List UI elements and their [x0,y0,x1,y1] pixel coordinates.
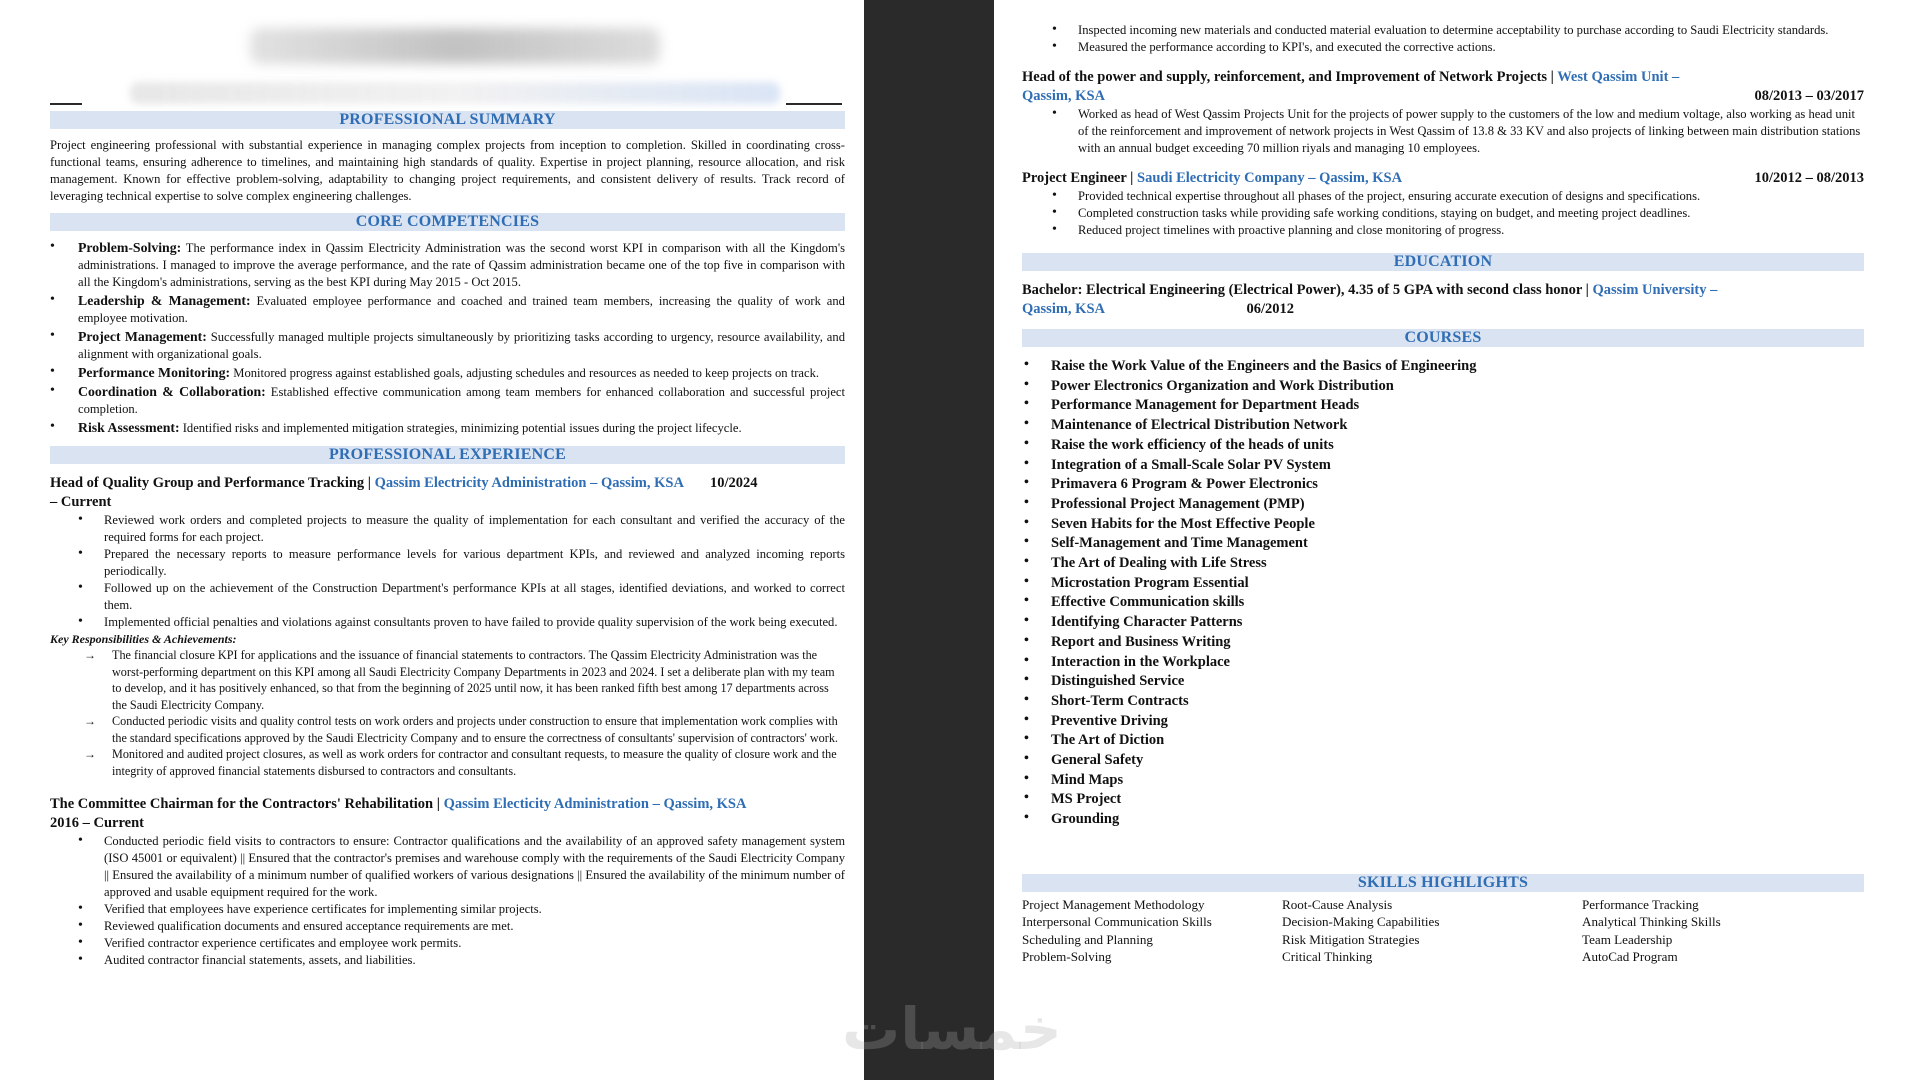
competency-item [50,419,845,437]
professional-experience-heading: PROFESSIONAL EXPERIENCE [50,446,845,464]
skill-item: Interpersonal Communication Skills [1022,914,1212,930]
course-item: • Professional Project Management (PMP) [1022,495,1864,515]
job-bullet: • Reviewed work orders and completed projects to measure the quality of implementation for each consultant and verified the accuracy of the required forms for each project. [50,512,845,546]
course-item: • Interaction in the Workplace [1022,653,1864,673]
skill-item: Project Management Methodology [1022,896,1205,912]
achievement-item [50,647,845,713]
job-header-committee-chairman [50,795,845,814]
course-item: • Report and Business Writing [1022,633,1864,653]
right-content [1022,0,1864,966]
job-bullet: • Verified contractor experience certificates and employee work permits. [50,935,845,952]
job-bullets [1022,188,1864,239]
arrow-right-icon: → [84,714,96,728]
skills-grid [1022,896,1864,966]
skill-item: Performance Tracking [1582,896,1699,912]
job-bullet: • Worked as head of West Qassim Projects Unit for the projects of power supply to the customers of the low and medium voltage, also working as head unit of the reinforcement and improvement of network projects in West Qassim of 13.8 & 33 KV and also projects of linking between main distribution stations with an annual budget exceeding 70 million riyals and managing 10 employees. [1022,106,1864,157]
competency-item [50,239,845,291]
job-bullet: • Reviewed qualification documents and ensured acceptance requirements are met. [50,918,845,935]
skill-item: Problem-Solving [1022,949,1112,965]
job-bullets [50,512,845,631]
previous-job-bullets [1022,22,1864,56]
job-header-west-qassim [1022,68,1864,87]
professional-summary-text: Project engineering professional with substantial experience in managing complex projects from inception to completion. Skilled in coordinating cross-functional teams, ensuring adherence to timelines, and maintaining high standards of quality. Expertise in project planning, resource allocation, and risk management. Known for effective problem-solving, adaptability to changing project requirements, and consistent delivery of results. Track record of leveraging technical expertise to solve complex engineering challenges. [50,138,845,203]
education-school: Qassim University – [1592,282,1718,298]
course-item: • Maintenance of Electrical Distribution Network [1022,416,1864,436]
job-bullet: • Completed construction tasks while providing safe working conditions, staying on budget, and meeting project deadlines. [1022,205,1864,222]
education-date: 06/2012 [1246,301,1294,317]
job-bullets [1022,106,1864,157]
job-date: 10/2012 – 08/2013 [1754,170,1864,186]
job-bullet: • Provided technical expertise throughout all phases of the project, ensuring accurate execution of designs and specifications. [1022,188,1864,205]
job-header-quality-group [50,474,845,493]
key-responsibilities-label: Key Responsibilities & Achievements: [50,632,237,646]
course-item: • Performance Management for Department Heads [1022,396,1864,416]
course-item: • Microstation Program Essential [1022,574,1864,594]
skill-item: Team Leadership [1582,931,1673,947]
skill-item: Critical Thinking [1282,949,1373,965]
skill-item: Decision-Making Capabilities [1282,914,1440,930]
left-content [50,0,845,969]
job-separator: | [433,796,444,812]
competency-title: Coordination & Collaboration: [78,384,266,399]
course-item: • Primavera 6 Program & Power Electronics [1022,475,1864,495]
skills-highlights-heading: SKILLS HIGHLIGHTS [1022,874,1864,892]
course-item: • Distinguished Service [1022,672,1864,692]
achievement-text: Conducted periodic visits and quality control tests on work orders and projects under construction to ensure that implementation work complies with the standard specifications approved by the Saudi Electricity Company and to ensure the correctness of consultants' supervision of contractors' work. [112,714,838,745]
job-bullet: • Reduced project timelines with proactive planning and close monitoring of progress. [1022,222,1864,239]
job-organization: Qassim Electicity Administration – Qassim, KSA [443,796,747,812]
skill-item: Analytical Thinking Skills [1582,914,1721,930]
course-item: • Short-Term Contracts [1022,692,1864,712]
khamsat-watermark-logo: خمسات [842,995,1062,1063]
job-bullet: • Verified that employees have experience certificates for implementing similar projects. [50,901,845,918]
skill-item: AutoCad Program [1582,949,1678,965]
job-organization: Saudi Electricity Company – Qassim, KSA [1137,170,1403,186]
competency-item [50,292,845,327]
job-date: 08/2013 – 03/2017 [1754,88,1864,104]
course-item: • MS Project [1022,790,1864,810]
job-bullet: • Conducted periodic field visits to contractors to ensure: Contractor qualifications and the availability of an approved safety management system (ISO 45001 or equivalent) || Ensured that the contractor's premises and warehouse comply with the requirements of the Saudi Electricity Company || Ensured the availability of a minimum number of qualified workers of various designations || Ensured the availability of the minimum number of approved and usable equipment required for the work. [50,833,845,901]
job-organization: Qassim Electricity Administration – Qassim, KSA [374,475,684,491]
competency-text: Evaluated employee performance and coached and trained team members, increasing the quality of work and employee motivation. [78,294,845,325]
job-bullet: • Followed up on the achievement of the Construction Department's performance KPIs at all stages, identified deviations, and worked to correct them. [50,580,845,614]
competency-title: Performance Monitoring: [78,365,231,380]
course-item: • Power Electronics Organization and Work Distribution [1022,377,1864,397]
course-item: • Seven Habits for the Most Effective People [1022,515,1864,535]
resume-page-right [994,0,1920,1080]
course-item: • Integration of a Small-Scale Solar PV System [1022,456,1864,476]
skill-item: Root-Cause Analysis [1282,896,1393,912]
job-date-line2: – Current [50,494,112,510]
professional-summary-heading: PROFESSIONAL SUMMARY [50,111,845,129]
competency-text: Established effective communication among team members for enhanced collaboration and successful project completion. [78,385,845,416]
course-item: • Preventive Driving [1022,712,1864,732]
competency-text: Monitored progress against established goals, adjusting schedules and resources as needed to keep projects on track. [230,366,820,380]
job-date: 10/2024 [709,475,758,491]
competency-title: Problem-Solving: [78,240,182,255]
achievement-item [50,746,845,779]
job-title: Project Engineer | [1022,170,1138,186]
job-bullet: • Inspected incoming new materials and conducted material evaluation to determine acceptability to purchase according to Saudi Electricity standards. [1022,22,1864,39]
job-organization-line2: Qassim, KSA [1022,88,1105,104]
education-degree-line [1022,281,1864,300]
page-gutter [864,0,994,1080]
job-date: 2016 – Current [50,815,144,831]
competency-text: The performance index in Qassim Electricity Administration was the second worst KPI in comparison with all the Kingdom's administrations. I managed to improve the average performance, and the rate of Qassim administration became one of the top five in comparison with all the Kingdom's administrations, serving as the best KPI during May 2015 - Oct 2015. [78,241,845,289]
core-competencies-heading: CORE COMPETENCIES [50,213,845,231]
competency-item [50,328,845,363]
job-bullet: • Prepared the necessary reports to measure performance levels for various department KPIs, and reviewed and analyzed incoming reports periodically. [50,546,845,580]
competency-title: Leadership & Management: [78,293,251,308]
course-item: • The Art of Diction [1022,731,1864,751]
job-header-project-engineer [1022,169,1864,188]
competency-text: Identified risks and implemented mitigation strategies, minimizing potential issues during the project lifecycle. [179,421,742,435]
competency-item [50,383,845,418]
course-item: • Identifying Character Patterns [1022,613,1864,633]
course-item: • Mind Maps [1022,771,1864,791]
core-competencies-list [50,239,845,437]
course-item: • The Art of Dealing with Life Stress [1022,554,1864,574]
course-item: • Self-Management and Time Management [1022,534,1864,554]
resume-page-left [0,0,864,1080]
skill-item: Scheduling and Planning [1022,931,1153,947]
course-item: • Raise the Work Value of the Engineers and the Basics of Engineering [1022,357,1864,377]
job-org-date-line [1022,87,1864,106]
job-organization: West Qassim Unit – [1557,69,1680,85]
arrow-right-icon: → [84,747,96,761]
key-achievements-list [50,647,845,779]
education-school-date-line [1022,300,1864,319]
job-bullet: • Implemented official penalties and violations against consultants proven to have failed to provide quality supervision of the work being executed. [50,614,845,631]
course-item: • Grounding [1022,810,1864,830]
course-item: • General Safety [1022,751,1864,771]
competency-title: Project Management: [78,329,207,344]
job-bullet: • Audited contractor financial statements, assets, and liabilities. [50,952,845,969]
job-title: Head of the power and supply, reinforcement, and Improvement of Network Projects | [1022,69,1558,85]
job-bullet: • Measured the performance according to KPI's, and executed the corrective actions. [1022,39,1864,56]
courses-heading: COURSES [1022,329,1864,347]
job-title: The Committee Chairman for the Contractors' Rehabilitation [50,796,434,812]
skill-item: Risk Mitigation Strategies [1282,931,1420,947]
education-school-line2: Qassim, KSA [1022,301,1105,317]
arrow-right-icon: → [84,648,96,662]
education-degree: Bachelor: Electrical Engineering (Electrical Power), 4.35 of 5 GPA with second class honor | [1022,282,1593,298]
job-bullets [50,833,845,969]
education-heading: EDUCATION [1022,253,1864,271]
achievement-item [50,713,845,746]
competency-item [50,364,845,382]
course-item: • Raise the work efficiency of the heads of units [1022,436,1864,456]
course-item: • Effective Communication skills [1022,593,1864,613]
courses-list [1022,357,1864,830]
competency-text: Successfully managed multiple projects simultaneously by prioritizing tasks according to urgency, resource availability, and alignment with organizational goals. [78,330,845,361]
competency-title: Risk Assessment: [78,420,180,435]
achievement-text: Monitored and audited project closures, as well as work orders for contractor and consultant requests, to measure the quality of closure work and the integrity of approved financial statements disbursed to contractors and consultants. [112,747,837,778]
job-title: Head of Quality Group and Performance Tracking | [50,475,375,491]
achievement-text: The financial closure KPI for applications and the issuance of financial statements to contractors. The Qassim Electricity Administration was the worst-performing department on this KPI among all Saudi Electricity Company Departments in 2023 and 2024. I set a deliberate plan with my team to develop, and it has positively enhanced, so that from the beginning of 2025 until now, it has been ranked fifth best among 17 departments across the Saudi Electricity Company. [112,648,835,712]
